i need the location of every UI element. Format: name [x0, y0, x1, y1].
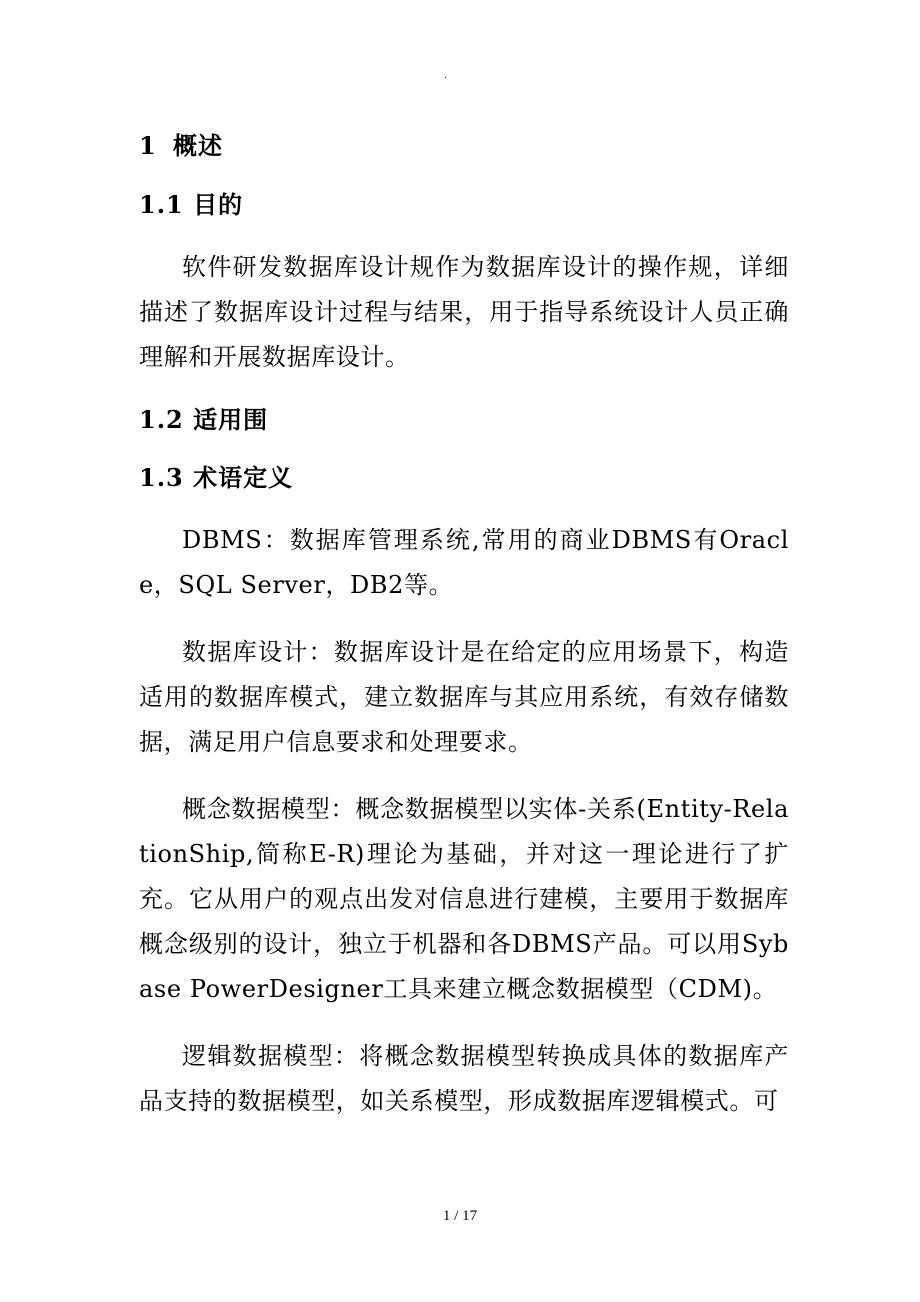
section-number: 1 — [139, 131, 157, 160]
term-conceptual-model-paragraph: 概念数据模型：概念数据模型以实体-关系(Entity-RelationShip,简称E-R)理论为基础，并对这一理论进行了扩充。它从用户的观点出发对信息进行建模，主要用于数据库概念级别的设计，独立于机器和各DBMS产品。可以用Sybase PowerDesigner工具来建立概念数据模型（CDM)。 — [139, 795, 789, 1003]
term-logical-model-paragraph: 逻辑数据模型：将概念数据模型转换成具体的数据库产品支持的数据模型，如关系模型，形成数据库逻辑模式。可 — [139, 1042, 789, 1115]
subsection-heading-purpose: 1.1 目的 — [139, 190, 244, 219]
page-content — [139, 128, 789, 1146]
section-heading-overview — [139, 128, 789, 164]
section-title: 概述 — [173, 131, 223, 160]
term-dbms-paragraph: DBMS：数据库管理系统,常用的商业DBMS有Oracle，SQL Server，DB2等。 — [139, 526, 789, 599]
subsection-heading-scope: 1.2 适用围 — [139, 405, 269, 434]
purpose-paragraph: 软件研发数据库设计规作为数据库设计的操作规，详细描述了数据库设计过程与结果，用于指导系统设计人员正确理解和开展数据库设计。 — [139, 253, 789, 371]
header-mark: . — [444, 70, 448, 81]
term-database-design-paragraph: 数据库设计：数据库设计是在给定的应用场景下，构造适用的数据库模式，建立数据库与其应用系统，有效存储数据，满足用户信息要求和处理要求。 — [139, 638, 789, 756]
page-number: 1 / 17 — [442, 1208, 478, 1224]
subsection-heading-terms: 1.3 术语定义 — [139, 463, 294, 492]
